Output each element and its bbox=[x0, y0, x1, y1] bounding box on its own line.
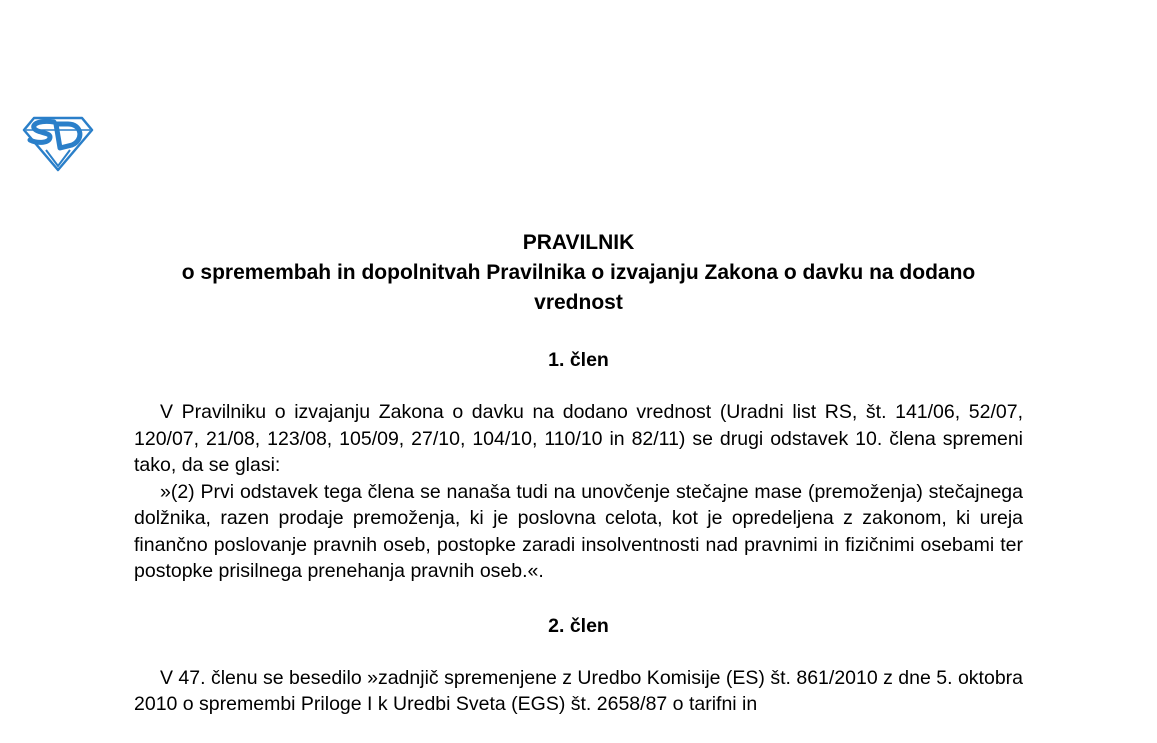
document-subtitle: o spremembah in dopolnitvah Pravilnika o izvajanju Zakona o davku na dodano vrednost bbox=[181, 261, 976, 314]
document-page bbox=[134, 228, 1023, 718]
sd-logo-icon bbox=[20, 114, 94, 172]
article-paragraph: »(2) Prvi odstavek tega člena se nanaša tudi na unovčenje stečajne mase (premoženja) stečajnega dolžnika, razen prodaje premoženja, ki je poslovna celota, kot je opredeljena z zakonom, ki ureja finančno poslovanje pravnih oseb, postopke zaradi insolventnosti nad pravnimi in fizičnimi osebami ter postopke prisilnega prenehanja pravnih oseb.«. bbox=[134, 480, 1023, 582]
article-paragraph: V Pravilniku o izvajanju Zakona o davku na dodano vrednost (Uradni list RS, št. 141/06, 52/07, 120/07, 21/08, 123/08, 105/09, 27/10, 104/10, 110/10 in 82/11) se drugi odstavek 10. člena spremeni tako, da se glasi: bbox=[134, 401, 1023, 476]
article-heading: 2. člen bbox=[548, 614, 609, 637]
document-title: PRAVILNIK bbox=[522, 231, 635, 254]
article-heading: 1. člen bbox=[548, 349, 609, 371]
article-paragraph: V 47. členu se besedilo »zadnjič spremenjene z Uredbo Komisije (ES) št. 861/2010 z dne 5. oktobra 2010 o spremembi Priloge I k Uredbi Sveta (EGS) št. 2658/87 o tarifni in bbox=[134, 666, 1023, 715]
